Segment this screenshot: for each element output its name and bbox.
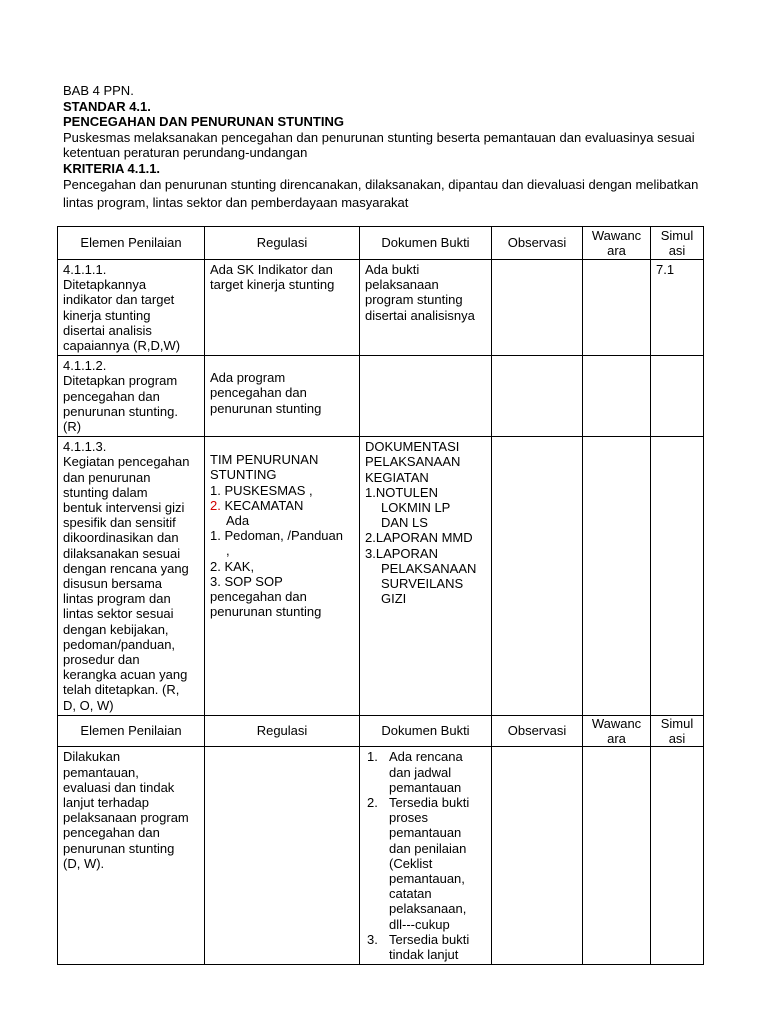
dokumen-line: GIZI bbox=[381, 591, 407, 607]
standar-label: STANDAR 4.1. bbox=[63, 98, 151, 114]
dokumen-line: DOKUMENTASI bbox=[365, 439, 460, 455]
table-row bbox=[58, 260, 704, 356]
table-row bbox=[58, 356, 704, 437]
column-header-wawancara: Wawanc ara bbox=[583, 227, 651, 260]
regulasi-cell: Ada program pencegahan dan penurunan stunting bbox=[205, 356, 360, 437]
standar-description: Puskesmas melaksanakan pencegahan dan penurunan stunting beserta pemantauan dan evaluasinya sesuai ketentuan peraturan perundang-undangan bbox=[63, 129, 695, 160]
bab-label: BAB 4 PPN. bbox=[63, 83, 134, 98]
list-number-red: 2. bbox=[210, 497, 221, 513]
dokumen-cell bbox=[360, 356, 492, 437]
dokumen-line: 2.LAPORAN MMD bbox=[365, 530, 473, 546]
dokumen-line: PELAKSANAAN bbox=[365, 454, 461, 470]
document-header bbox=[63, 83, 703, 211]
simulasi-cell bbox=[651, 747, 704, 965]
dokumen-line: LOKMIN LP bbox=[381, 500, 451, 516]
column-header-observasi: Observasi bbox=[492, 715, 583, 746]
list-text: Tersedia bukti tindak lanjut bbox=[389, 931, 470, 962]
column-header-dokumen: Dokumen Bukti bbox=[360, 227, 492, 260]
regulasi-line: 1. Pedoman, /Panduan bbox=[210, 528, 343, 544]
regulasi-line bbox=[210, 498, 355, 513]
list-text: Tersedia bukti proses pemantauan dan penilaian (Ceklist pemantauan, catatan pelaksanaan, dll---cukup bbox=[389, 794, 470, 932]
column-header-regulasi: Regulasi bbox=[205, 715, 360, 746]
wawancara-cell bbox=[583, 356, 651, 437]
regulasi-line: Ada bbox=[226, 513, 250, 529]
kriteria-description: Pencegahan dan penurunan stunting direncanakan, dilaksanakan, dipantau dan dievaluasi dengan melibatkan lintas program, lintas sektor dan pemberdayaan masyarakat bbox=[63, 177, 699, 210]
dokumen-line: SURVEILANS bbox=[381, 576, 464, 592]
bukti-list bbox=[365, 749, 487, 962]
wawancara-cell bbox=[583, 437, 651, 716]
wawancara-cell bbox=[583, 747, 651, 965]
observasi-cell bbox=[492, 260, 583, 356]
dokumen-cell: Ada bukti pelaksanaan program stunting disertai analisisnya bbox=[360, 260, 492, 356]
regulasi-cell bbox=[205, 437, 360, 716]
column-header-wawancara: Wawanc ara bbox=[583, 715, 651, 746]
observasi-cell bbox=[492, 747, 583, 965]
regulasi-cell: Ada SK Indikator dan target kinerja stunting bbox=[205, 260, 360, 356]
dokumen-line: 3.LAPORAN bbox=[365, 545, 438, 561]
wawancara-cell bbox=[583, 260, 651, 356]
regulasi-line: penurunan stunting bbox=[210, 604, 322, 620]
column-header-elemen: Elemen Penilaian bbox=[58, 227, 205, 260]
regulasi-line: pencegahan dan bbox=[210, 589, 307, 605]
column-header-dokumen: Dokumen Bukti bbox=[360, 715, 492, 746]
observasi-cell bbox=[492, 356, 583, 437]
elemen-cell: Dilakukan pemantauan, evaluasi dan tindak lanjut terhadap pelaksanaan program pencegahan dan penurunan stunting (D, W). bbox=[58, 747, 205, 965]
simulasi-cell bbox=[651, 437, 704, 716]
column-header-observasi: Observasi bbox=[492, 227, 583, 260]
list-item bbox=[365, 932, 487, 962]
dokumen-line: PELAKSANAAN bbox=[381, 560, 477, 576]
kriteria-label: KRITERIA 4.1.1. bbox=[63, 160, 161, 176]
dokumen-line: 1.NOTULEN bbox=[365, 484, 438, 500]
simulasi-cell bbox=[651, 356, 704, 437]
regulasi-cell bbox=[205, 747, 360, 965]
observasi-cell bbox=[492, 437, 583, 716]
regulasi-line: STUNTING bbox=[210, 467, 277, 483]
list-number: 1. bbox=[367, 749, 378, 765]
table-row bbox=[58, 437, 704, 716]
column-header-simulasi: Simul asi bbox=[651, 227, 704, 260]
regulasi-line: 3. SOP SOP bbox=[210, 573, 283, 589]
list-item bbox=[365, 795, 487, 932]
standar-title: PENCEGAHAN DAN PENURUNAN STUNTING bbox=[63, 114, 344, 129]
elemen-cell: 4.1.1.3. Kegiatan pencegahan dan penurunan stunting dalam bentuk intervensi gizi spesifik dan sensitif dikoordinasikan dan dilaksanakan sesuai dengan rencana yang disusun bersama lintas program dan lintas sektor sesuai dengan kebijakan, pedoman/panduan, prosedur dan kerangka acuan yang telah ditetapkan. (R, D, O, W) bbox=[58, 437, 205, 716]
column-header-elemen: Elemen Penilaian bbox=[58, 715, 205, 746]
dokumen-cell bbox=[360, 747, 492, 965]
assessment-table bbox=[57, 226, 704, 965]
regulasi-text: KECAMATAN bbox=[220, 497, 304, 513]
regulasi-line: TIM PENURUNAN bbox=[210, 452, 319, 468]
list-number: 3. bbox=[367, 931, 378, 947]
regulasi-line: 2. KAK, bbox=[210, 558, 255, 574]
list-number: 2. bbox=[367, 794, 378, 810]
elemen-cell: 4.1.1.2. Ditetapkan program pencegahan dan penurunan stunting. (R) bbox=[58, 356, 205, 437]
simulasi-cell: 7.1 bbox=[651, 260, 704, 356]
list-text: Ada rencana dan jadwal pemantauan bbox=[389, 749, 463, 795]
table-header-row-repeat bbox=[58, 715, 704, 746]
table-header-row bbox=[58, 227, 704, 260]
regulasi-line: , bbox=[226, 543, 230, 559]
regulasi-line: 1. PUSKESMAS , bbox=[210, 482, 313, 498]
column-header-regulasi: Regulasi bbox=[205, 227, 360, 260]
elemen-cell: 4.1.1.1. Ditetapkannya indikator dan target kinerja stunting disertai analisis capaiannya (R,D,W) bbox=[58, 260, 205, 356]
dokumen-cell bbox=[360, 437, 492, 716]
column-header-simulasi: Simul asi bbox=[651, 715, 704, 746]
table-row bbox=[58, 747, 704, 965]
list-item bbox=[365, 749, 487, 795]
dokumen-line: DAN LS bbox=[381, 515, 428, 531]
dokumen-line: KEGIATAN bbox=[365, 469, 429, 485]
